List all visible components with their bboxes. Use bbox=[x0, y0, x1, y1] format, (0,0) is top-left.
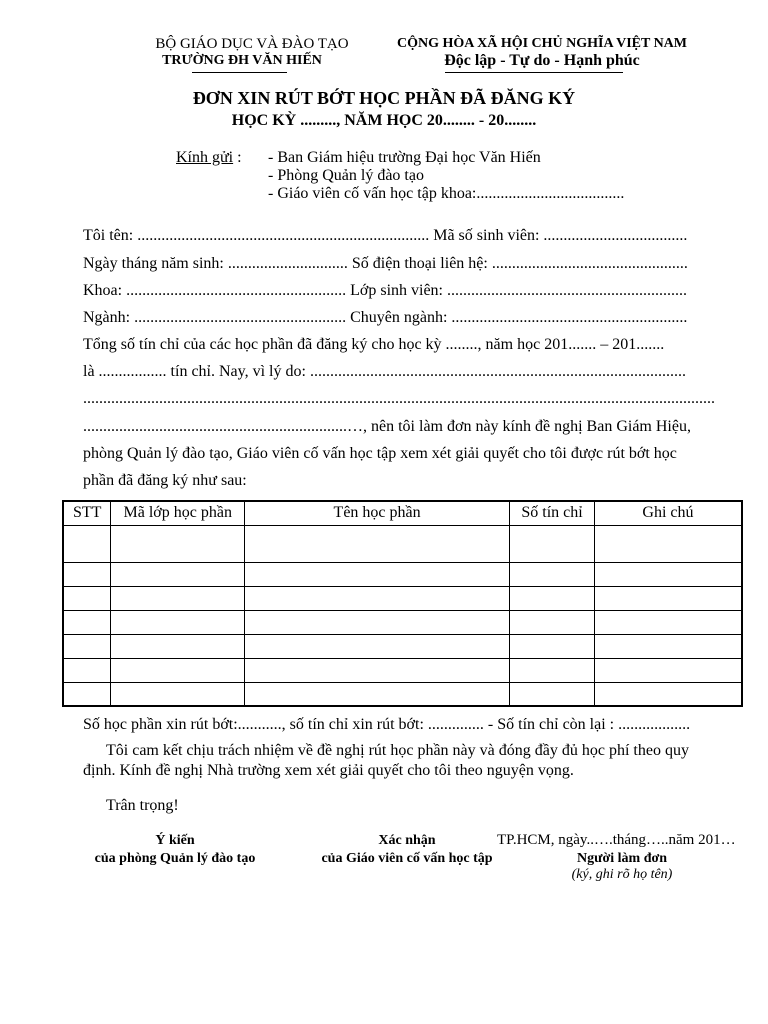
table-cell[interactable] bbox=[63, 586, 111, 610]
table-cell[interactable] bbox=[594, 634, 742, 658]
table-cell[interactable] bbox=[63, 634, 111, 658]
sig-advisor-title: Xác nhận bbox=[378, 833, 436, 848]
table-cell[interactable] bbox=[63, 525, 111, 562]
recipient-item: - Ban Giám hiệu trường Đại học Văn Hiến bbox=[268, 149, 541, 166]
major-specialty-line: Ngành: ..................................................... Chuyên ngành: ........................................................... bbox=[83, 309, 688, 326]
closing-text: Trân trọng! bbox=[106, 797, 179, 814]
table-row bbox=[63, 634, 742, 658]
sig-training-office-sub: của phòng Quản lý đào tạo bbox=[94, 851, 256, 866]
table-cell[interactable] bbox=[510, 525, 595, 562]
table-cell[interactable] bbox=[245, 682, 510, 706]
birthdate-phone-line: Ngày tháng năm sinh: .............................. Số điện thoại liên hệ: ................................................. bbox=[83, 255, 688, 272]
request-end-line: phần đã đăng ký như sau: bbox=[83, 472, 247, 489]
table-cell[interactable] bbox=[111, 634, 245, 658]
table-cell[interactable] bbox=[111, 586, 245, 610]
school-name: TRƯỜNG ĐH VĂN HIẾN bbox=[162, 53, 322, 68]
table-cell[interactable] bbox=[245, 525, 510, 562]
table-row bbox=[63, 682, 742, 706]
table-cell[interactable] bbox=[594, 525, 742, 562]
table-cell[interactable] bbox=[510, 610, 595, 634]
sig-date-line: TP.HCM, ngày..….tháng…..năm 201… bbox=[497, 832, 736, 848]
name-student-id-line: Tôi tên: ......................................................................... Mã số sinh viên: .................................... bbox=[83, 227, 688, 244]
withdrawal-summary: Số học phần xin rút bớt:..........., số tín chỉ xin rút bớt: .............. - Số tín chỉ còn lại : .................. bbox=[83, 716, 691, 733]
sig-applicant-note: (ký, ghi rõ họ tên) bbox=[571, 867, 673, 882]
table-cell[interactable] bbox=[510, 658, 595, 682]
ministry-name: BỘ GIÁO DỤC VÀ ĐÀO TẠO bbox=[155, 36, 349, 52]
table-cell[interactable] bbox=[245, 586, 510, 610]
school-underline bbox=[192, 72, 287, 73]
recipient-item: - Giáo viên cố vấn học tập khoa:..................................... bbox=[268, 185, 625, 202]
table-header-row bbox=[63, 501, 742, 525]
sig-advisor-sub: của Giáo viên cố vấn học tập bbox=[321, 851, 493, 866]
table-row bbox=[63, 610, 742, 634]
recipients-label-row bbox=[176, 149, 242, 167]
recipient-item: - Phòng Quản lý đào tạo bbox=[268, 167, 424, 184]
table-cell[interactable] bbox=[594, 586, 742, 610]
sig-applicant-title: Người làm đơn bbox=[576, 851, 668, 866]
table-cell[interactable] bbox=[510, 634, 595, 658]
republic-name: CỘNG HÒA XÃ HỘI CHỦ NGHĨA VIỆT NAM bbox=[396, 36, 687, 51]
table-cell[interactable] bbox=[111, 658, 245, 682]
reason-continuation-line: .............................................................................................................................................................. bbox=[83, 390, 715, 407]
commitment-line-1: Tôi cam kết chịu trách nhiệm về đề nghị rút học phần này và đóng đầy đủ học phí theo quy bbox=[106, 742, 689, 759]
commitment-line-2: định. Kính đề nghị Nhà trường xem xét giải quyết cho tôi theo nguyện vọng. bbox=[83, 762, 574, 779]
table-cell[interactable] bbox=[111, 610, 245, 634]
motto-underline bbox=[445, 72, 623, 73]
table-cell[interactable] bbox=[245, 610, 510, 634]
header-course-name: Tên học phần bbox=[245, 501, 510, 525]
table-cell[interactable] bbox=[63, 610, 111, 634]
table-cell[interactable] bbox=[245, 658, 510, 682]
motto: Độc lập - Tự do - Hạnh phúc bbox=[444, 52, 640, 69]
table-cell[interactable] bbox=[245, 634, 510, 658]
recipients-colon: : bbox=[237, 149, 242, 166]
form-term: HỌC KỲ ........., NĂM HỌC 20........ - 20........ bbox=[231, 112, 537, 129]
table-cell[interactable] bbox=[594, 658, 742, 682]
request-continuation-line: phòng Quản lý đào tạo, Giáo viên cố vấn học tập xem xét giải quyết cho tôi được rút bớt học bbox=[83, 445, 677, 462]
table-cell[interactable] bbox=[510, 682, 595, 706]
header-class-code: Mã lớp học phần bbox=[111, 501, 245, 525]
table-cell[interactable] bbox=[63, 682, 111, 706]
table-row bbox=[63, 562, 742, 586]
table-cell[interactable] bbox=[245, 562, 510, 586]
course-table bbox=[62, 500, 743, 707]
table-cell[interactable] bbox=[111, 525, 245, 562]
sig-training-office-title: Ý kiến bbox=[155, 833, 195, 848]
header-notes: Ghi chú bbox=[594, 501, 742, 525]
table-cell[interactable] bbox=[63, 562, 111, 586]
total-credits-line: Tổng số tín chỉ của các học phần đã đăng ký cho học kỳ ........, năm học 201....... – 201....... bbox=[83, 336, 665, 353]
table-row bbox=[63, 586, 742, 610]
table-row bbox=[63, 525, 742, 562]
table-cell[interactable] bbox=[510, 586, 595, 610]
reason-line: là ................. tín chỉ. Nay, vì lý do: .............................................................................................. bbox=[83, 363, 686, 380]
table-cell[interactable] bbox=[594, 682, 742, 706]
table-cell[interactable] bbox=[594, 562, 742, 586]
table-row bbox=[63, 658, 742, 682]
header-stt: STT bbox=[63, 501, 111, 525]
table-cell[interactable] bbox=[111, 682, 245, 706]
faculty-class-line: Khoa: ....................................................... Lớp sinh viên: ............................................................ bbox=[83, 282, 687, 299]
table-cell[interactable] bbox=[594, 610, 742, 634]
table-cell[interactable] bbox=[63, 658, 111, 682]
header-credits: Số tín chỉ bbox=[510, 501, 595, 525]
table-cell[interactable] bbox=[111, 562, 245, 586]
table-cell[interactable] bbox=[510, 562, 595, 586]
form-title: ĐƠN XIN RÚT BỚT HỌC PHẦN ĐÃ ĐĂNG KÝ bbox=[192, 88, 576, 108]
recipients-label: Kính gửi bbox=[176, 149, 234, 166]
request-line: ..................................................................…, nên tôi làm đơn này kính đề nghị Ban Giám Hiệu, bbox=[83, 418, 691, 435]
